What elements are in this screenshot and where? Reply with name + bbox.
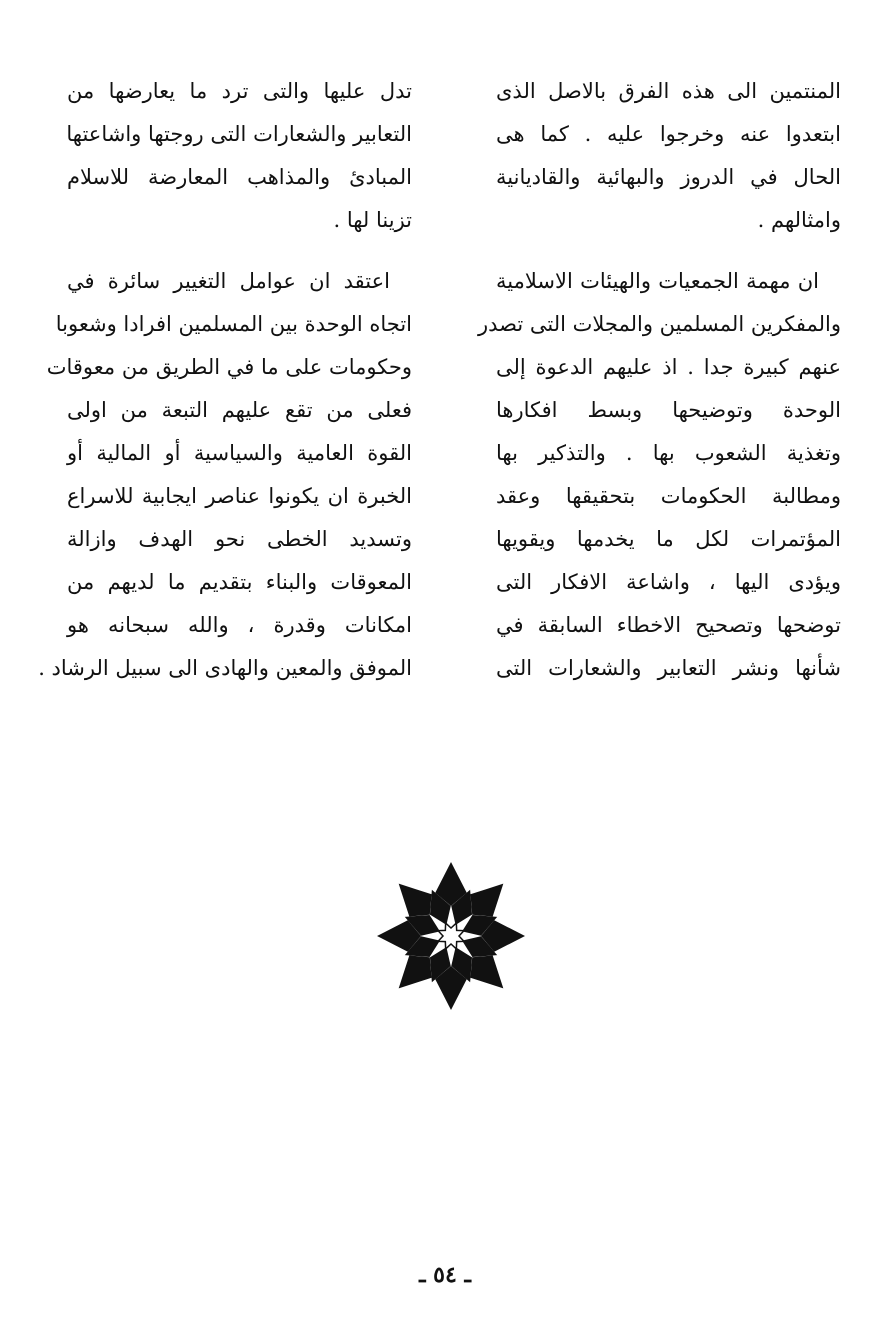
text-line: المبادئ والمذاهب المعارضة للاسلام bbox=[67, 165, 412, 189]
text-line: المنتمين الى هذه الفرق بالاصل الذى bbox=[496, 79, 841, 103]
text-line: اعتقد ان عوامل التغيير سائرة في bbox=[67, 269, 390, 293]
page-number: ـ ٥٤ ـ bbox=[419, 1262, 471, 1288]
text-line: وحكومات على ما في الطريق من معوقات bbox=[46, 355, 412, 379]
text-line: والمفكرين المسلمين والمجلات التى تصدر bbox=[477, 312, 841, 336]
text-line: توضحها وتصحيح الاخطاء السابقة في bbox=[496, 613, 841, 637]
text-line: اتجاه الوحدة بين المسلمين افرادا وشعوبا bbox=[55, 312, 412, 336]
text-line: الوحدة وتوضيحها وبسط افكارها bbox=[496, 398, 841, 422]
text-line: الحال في الدروز والبهائية والقاديانية bbox=[496, 165, 841, 189]
right-column bbox=[477, 70, 841, 690]
text-line: تزينا لها . bbox=[333, 208, 412, 232]
text-line: تدل عليها والتى ترد ما يعارضها من bbox=[67, 79, 412, 103]
text-line: وتغذية الشعوب بها . والتذكير بها bbox=[496, 441, 841, 465]
text-line: ابتعدوا عنه وخرجوا عليه . كما هى bbox=[496, 122, 841, 146]
text-line: المؤتمرات لكل ما يخدمها ويقويها bbox=[496, 527, 841, 551]
text-line: ويؤدى اليها ، واشاعة الافكار التى bbox=[496, 570, 841, 594]
paragraph bbox=[477, 260, 841, 690]
ornament-petal bbox=[470, 955, 503, 988]
text-line: القوة العامية والسياسية أو المالية أو bbox=[67, 441, 412, 465]
ornament-petal bbox=[399, 955, 432, 988]
ornament-center bbox=[438, 923, 464, 949]
paragraph bbox=[38, 260, 412, 690]
text-line: وامثالهم . bbox=[757, 208, 841, 232]
text-line: الخبرة ان يكونوا عناصر ايجابية للاسراع bbox=[67, 484, 412, 508]
text-line: عنهم كبيرة جدا . اذ عليهم الدعوة إلى bbox=[496, 355, 841, 379]
paragraph bbox=[496, 70, 841, 242]
text-line: التعابير والشعارات التى روجتها واشاعتها bbox=[66, 122, 412, 146]
text-line: شأنها ونشر التعابير والشعارات التى bbox=[496, 656, 841, 680]
ornament-petal bbox=[470, 884, 503, 917]
text-line: فعلى من تقع عليهم التبعة من اولى bbox=[67, 398, 412, 422]
paragraph bbox=[67, 70, 412, 242]
ornament-petal bbox=[399, 884, 432, 917]
text-line: ومطالبة الحكومات بتحقيقها وعقد bbox=[496, 484, 841, 508]
text-line: الموفق والمعين والهادى الى سبيل الرشاد . bbox=[38, 656, 412, 680]
text-line: وتسديد الخطى نحو الهدف وازالة bbox=[67, 527, 412, 551]
text-line: امكانات وقدرة ، والله سبحانه هو bbox=[67, 613, 412, 637]
eight-point-star-ornament-icon bbox=[376, 860, 526, 1012]
text-line: ان مهمة الجمعيات والهيئات الاسلامية bbox=[496, 269, 819, 293]
text-line: المعوقات والبناء بتقديم ما لديهم من bbox=[67, 570, 412, 594]
left-column bbox=[38, 70, 412, 690]
